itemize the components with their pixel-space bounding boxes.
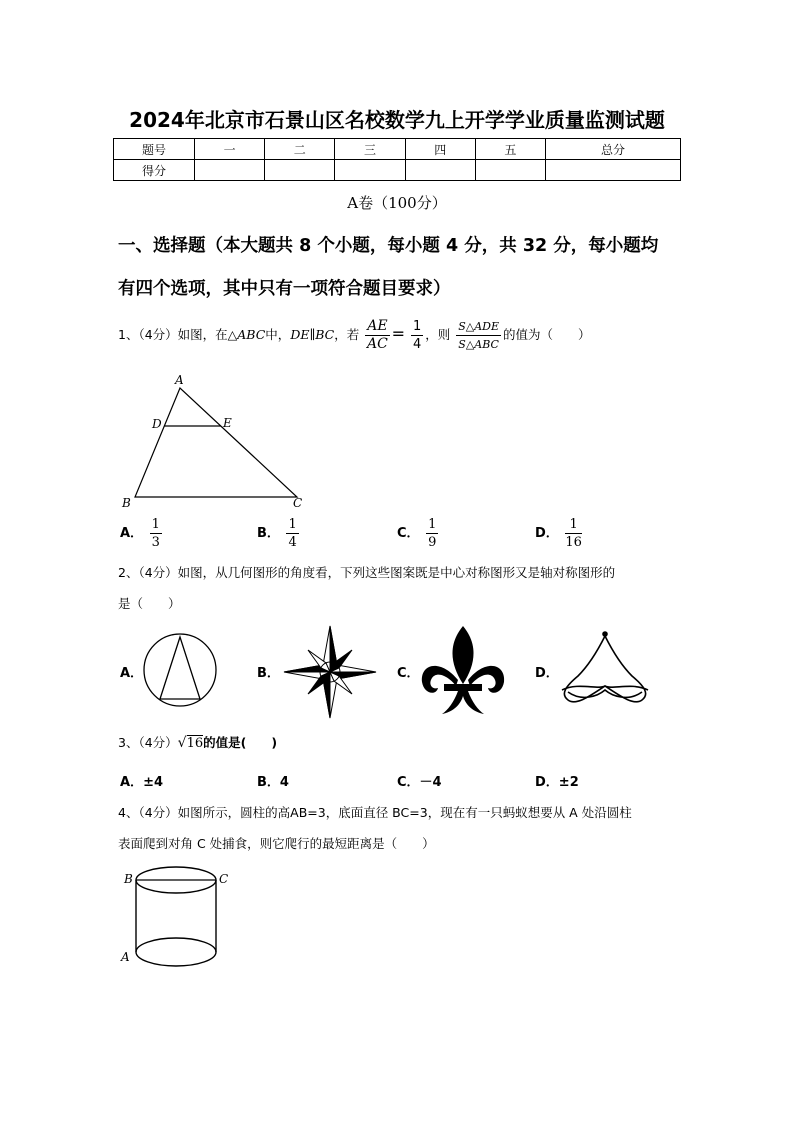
question-2-line2: 是（ ）: [118, 596, 181, 611]
question-1-stem: [118, 318, 591, 353]
table-cell-empty: [475, 160, 545, 181]
fleur-de-lis-icon: [418, 624, 508, 716]
option-label: B．: [257, 775, 280, 790]
label-a: A: [121, 950, 130, 964]
option-label: A．: [120, 526, 144, 541]
option-value: ±4: [143, 775, 164, 790]
option-label: D．: [535, 775, 559, 790]
option-fraction: [150, 516, 162, 551]
q1-option-c[interactable]: [397, 516, 440, 551]
q1-option-b[interactable]: [257, 516, 301, 551]
q1-equals: =: [391, 324, 405, 343]
q1-ruo: ，若: [334, 327, 360, 342]
option-label: D．: [535, 526, 559, 541]
frac-numerator: S△ADE: [456, 318, 501, 336]
circle-triangle-icon: [142, 632, 220, 710]
option-value: 4: [279, 775, 289, 790]
q1-triangle-figure: [115, 370, 315, 515]
score-table-header-row: [114, 139, 681, 160]
q3-prefix: 3、（4分）: [118, 735, 178, 750]
table-cell-empty: [265, 160, 335, 181]
label-a: A: [175, 373, 184, 387]
frac-numerator: 1: [412, 319, 422, 334]
frac-numerator: 1: [151, 517, 160, 532]
label-b: B: [122, 496, 131, 510]
frac-denominator: 4: [288, 535, 297, 550]
q1-mid: 中，: [265, 327, 291, 342]
label-b: B: [124, 872, 133, 886]
table-cell: 题号: [114, 139, 195, 160]
section-heading-line2: 有四个选项，其中只有一项符合题目要求）: [118, 279, 451, 299]
label-c: C: [293, 496, 303, 510]
q2-option-d[interactable]: D．: [535, 666, 559, 681]
table-cell: 三: [335, 139, 405, 160]
q1-option-d[interactable]: [535, 516, 584, 551]
table-cell-empty: [546, 160, 681, 181]
table-cell: 总分: [546, 139, 681, 160]
question-4-line1: 4、（4分）如图所示，圆柱的高AB=3，底面直径 BC=3，现在有一只蚂蚁想要从 A 处沿圆柱: [118, 805, 632, 820]
volume-subtitle: A卷（100分）: [347, 194, 447, 212]
frac-denominator: 16: [565, 535, 582, 550]
q4-cylinder-figure: [118, 864, 238, 974]
option-label: A．: [120, 775, 144, 790]
question-3-stem: [118, 733, 277, 751]
question-2-line1: 2、（4分）如图，从几何图形的角度看，下列这些图案既是中心对称图形又是轴对称图形的: [118, 565, 616, 580]
table-cell-empty: [405, 160, 475, 181]
ornamental-knot-icon: [558, 630, 652, 710]
option-value: ±2: [558, 775, 579, 790]
q1-suffix: 的值为（ ）: [503, 327, 591, 342]
frac-denominator: 3: [151, 535, 160, 550]
table-cell-empty: [195, 160, 265, 181]
frac-denominator: 9: [428, 535, 437, 550]
option-fraction: [565, 516, 582, 551]
label-c: C: [219, 872, 229, 886]
q1-option-a[interactable]: [120, 516, 164, 551]
table-cell: 五: [475, 139, 545, 160]
q2-option-b[interactable]: B．: [257, 666, 280, 681]
frac-denominator: AC: [366, 336, 388, 352]
sqrt-sign-icon: √: [177, 735, 187, 751]
q2-option-a[interactable]: A．: [120, 666, 144, 681]
q1-triangle: ABC: [237, 327, 266, 342]
frac-denominator: 4: [412, 337, 422, 352]
q3-option-d[interactable]: [535, 771, 579, 790]
label-e: E: [223, 416, 232, 430]
compass-star-icon: [282, 624, 378, 720]
option-label: C．: [397, 775, 420, 790]
score-table-score-row: [114, 160, 681, 181]
q2-option-c[interactable]: C．: [397, 666, 420, 681]
option-label: C．: [397, 526, 420, 541]
option-fraction: [286, 516, 298, 551]
table-cell: 四: [405, 139, 475, 160]
q3-option-b[interactable]: [257, 771, 289, 790]
q1-parallel: DE∥BC: [290, 327, 335, 342]
q3-option-c[interactable]: [397, 771, 442, 790]
q1-then: ，则: [425, 327, 451, 342]
option-fraction: [426, 516, 438, 551]
q1-value-fraction: [411, 318, 423, 353]
section-heading-line1: 一、选择题（本大题共 8 个小题，每小题 4 分，共 32 分，每小题均: [118, 236, 659, 256]
frac-denominator: S△ABC: [458, 338, 499, 351]
label-d: D: [152, 417, 162, 431]
q3-suffix: 的值是( ): [203, 735, 278, 750]
frac-numerator: 1: [428, 517, 437, 532]
cylinder-bottom: [136, 938, 216, 966]
table-cell: 二: [265, 139, 335, 160]
q3-option-a[interactable]: [120, 771, 163, 790]
table-cell: 一: [195, 139, 265, 160]
score-table: [113, 138, 681, 181]
frac-numerator: 1: [288, 517, 297, 532]
option-label: B．: [257, 526, 280, 541]
table-cell-empty: [335, 160, 405, 181]
document-title: 2024年北京市石景山区名校数学九上开学学业质量监测试题: [129, 108, 665, 132]
frac-numerator: AE: [367, 318, 388, 334]
q1-area-fraction: [456, 318, 501, 353]
triangle-abc: [135, 388, 297, 497]
q1-ratio-fraction: [365, 318, 389, 353]
q1-prefix: 1、（4分）如图，在△: [118, 327, 238, 342]
question-4-line2: 表面爬到对角 C 处捕食，则它爬行的最短距离是（ ）: [118, 836, 435, 851]
table-cell: 得分: [114, 160, 195, 181]
frac-numerator: 1: [565, 516, 582, 534]
q3-radicand: 16: [186, 736, 204, 751]
option-value: －4: [419, 775, 442, 790]
